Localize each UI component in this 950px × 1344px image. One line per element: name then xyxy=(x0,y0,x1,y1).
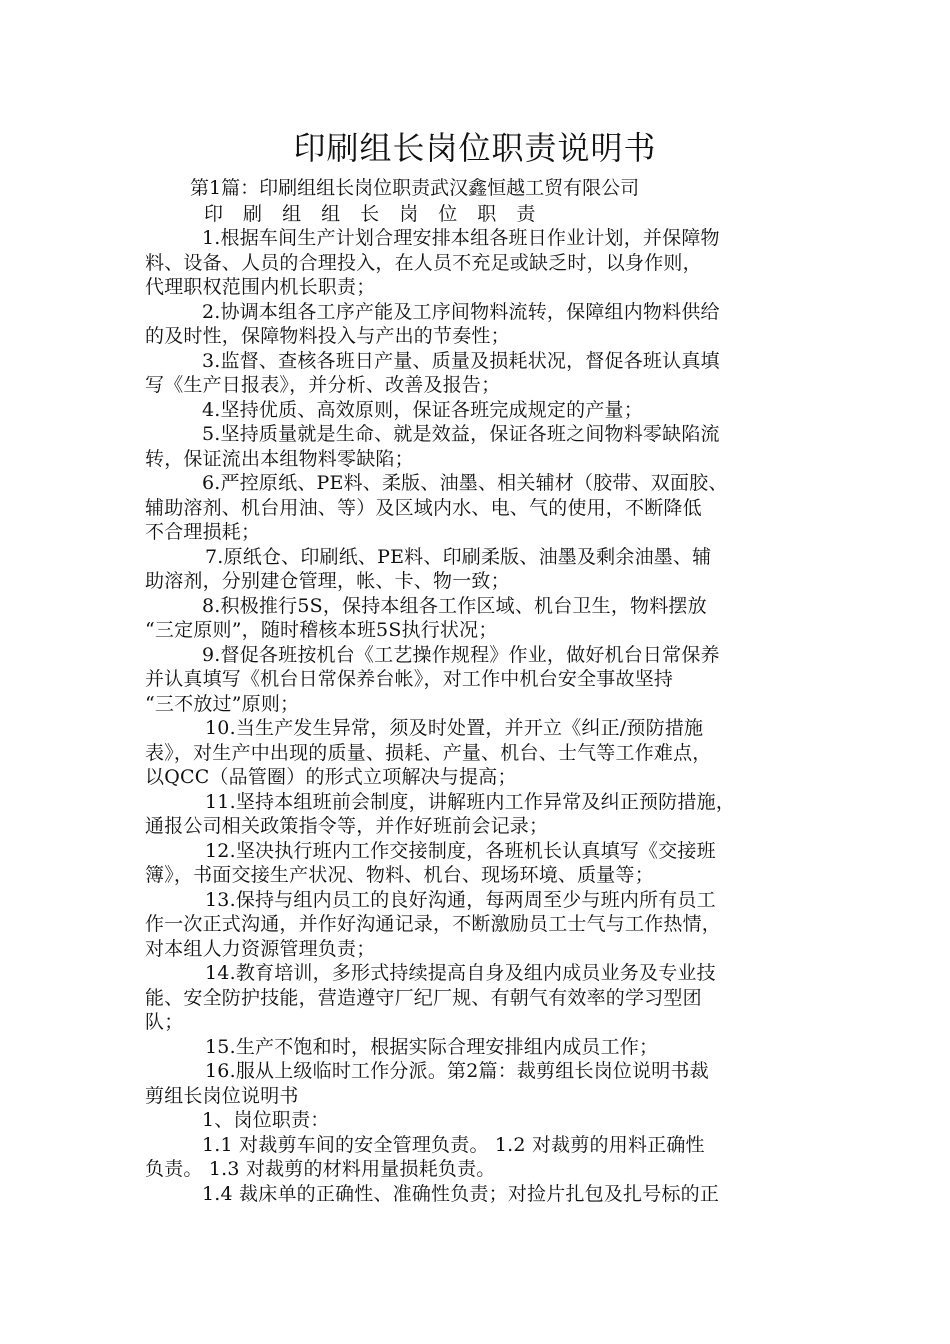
paragraph-line: 表》，对生产中出现的质量、损耗、产量、机台、士气等工作难点， xyxy=(145,741,712,764)
paragraph-line: 能、安全防护技能，营造遵守厂纪厂规、有朝气有效率的学习型团 xyxy=(145,986,702,1009)
paragraph-line: 料、设备、人员的合理投入，在人员不充足或缺乏时，以身作则， xyxy=(145,251,702,274)
paragraph-line: 簿》，书面交接生产状况、物料、机台、现场环境、质量等； xyxy=(145,864,654,886)
paragraph-line: 13.保持与组内员工的良好沟通，每两周至少与班内所有员工 xyxy=(205,888,716,911)
paragraph-line: 剪组长岗位说明书 xyxy=(145,1084,299,1107)
paragraph-line: 通报公司相关政策指令等，并作好班前会记录； xyxy=(145,815,549,837)
paragraph-line: 并认真填写《机台日常保养台帐》，对工作中机台安全事故坚持 xyxy=(145,668,674,690)
document-title: 印刷组长岗位职责说明书 xyxy=(293,129,657,167)
paragraph-line: 辅助溶剂、机台用油、等）及区域内水、电、气的使用，不断降低 xyxy=(145,496,702,519)
paragraph-line: 12.坚决执行班内工作交接制度，各班机长认真填写《交接班 xyxy=(205,839,716,862)
paragraph-line: 不合理损耗； xyxy=(145,521,261,543)
paragraph-line: 7.原纸仓、印刷纸、PE料、印刷柔版、油墨及剩余油墨、辅 xyxy=(205,545,712,568)
paragraph-line: 8.积极推行5S，保持本组各工作区域、机台卫生，物料摆放 xyxy=(202,594,707,617)
document-body xyxy=(145,226,835,1206)
paragraph-line: 1.根据车间生产计划合理安排本组各班日作业计划，并保障物 xyxy=(202,227,720,249)
paragraph-line: 15.生产不饱和时，根据实际合理安排组内成员工作； xyxy=(205,1035,659,1058)
paragraph-line: 代理职权范围内机长职责； xyxy=(145,276,376,298)
paragraph-line: 10.当生产发生异常，须及时处置，并开立《纠正/预防措施 xyxy=(205,717,704,739)
paragraph-line: 14.教育培训，多形式持续提高自身及组内成员业务及专业技 xyxy=(205,962,716,984)
paragraph-line: 作一次正式沟通，并作好沟通记录，不断激励员工士气与工作热情， xyxy=(145,913,722,935)
paragraph-line: 助溶剂，分别建仓管理，帐、卡、物一致； xyxy=(145,570,510,592)
section-heading: 印 刷 组 组 长 岗 位 职 责 xyxy=(204,203,543,225)
paragraph-line: 对本组人力资源管理负责； xyxy=(145,937,376,960)
paragraph-line: “三不放过”原则； xyxy=(145,692,300,715)
paragraph-line: 写《生产日报表》，并分析、改善及报告； xyxy=(145,374,501,396)
paragraph-line: 队； xyxy=(145,1011,184,1033)
paragraph-line: 11.坚持本组班前会制度，讲解班内工作异常及纠正预防措施， xyxy=(205,790,736,813)
paragraph-line: 的及时性，保障物料投入与产出的节奏性； xyxy=(145,325,510,347)
paragraph-line: 4.坚持优质、高效原则，保证各班完成规定的产量； xyxy=(202,398,643,421)
paragraph-line: 1.4 裁床单的正确性、准确性负责；对捡片扎包及扎号标的正 xyxy=(202,1182,720,1205)
paragraph-line: 转，保证流出本组物料零缺陷； xyxy=(145,447,414,470)
paragraph-line: 2.协调本组各工序产能及工序间物料流转，保障组内物料供给 xyxy=(202,300,720,323)
document-subtitle: 第1篇：印刷组组长岗位职责武汉鑫恒越工贸有限公司 xyxy=(190,177,640,199)
paragraph-line: 9.督促各班按机台《工艺操作规程》作业，做好机台日常保养 xyxy=(202,643,720,666)
paragraph-line: “三定原则”，随时稽核本班5S执行状况； xyxy=(145,619,498,641)
paragraph-line: 1.1 对裁剪车间的安全管理负责。 1.2 对裁剪的用料正确性 xyxy=(202,1133,705,1156)
paragraph-line: 负责。 1.3 对裁剪的材料用量损耗负责。 xyxy=(145,1158,496,1180)
paragraph-line: 3.监督、查核各班日产量、质量及损耗状况，督促各班认真填 xyxy=(202,349,720,372)
paragraph-line: 6.严控原纸、PE料、柔版、油墨、相关辅材（胶带、双面胶、 xyxy=(202,472,728,494)
paragraph-line: 1、岗位职责： xyxy=(202,1109,330,1131)
paragraph-line: 以QCC（品管圈）的形式立项解决与提高； xyxy=(145,766,517,788)
paragraph-line: 5.坚持质量就是生命、就是效益，保证各班之间物料零缺陷流 xyxy=(202,423,720,445)
paragraph-line: 16.服从上级临时工作分派。第2篇：裁剪组长岗位说明书裁 xyxy=(205,1060,709,1082)
